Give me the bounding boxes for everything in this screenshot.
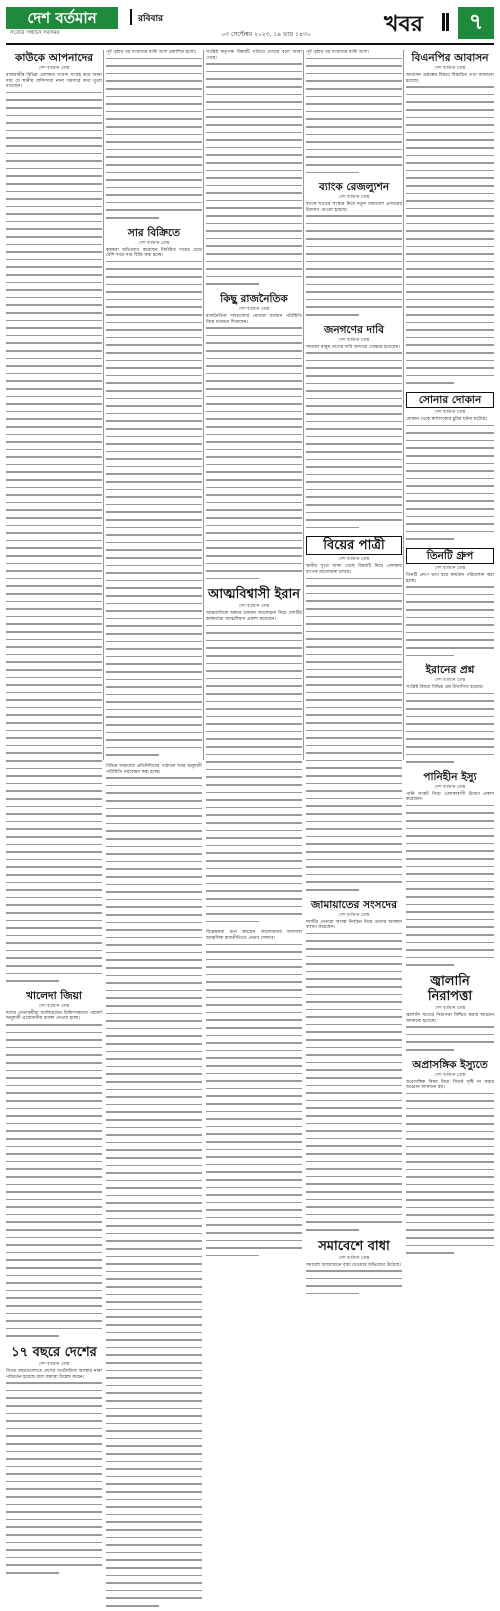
newspaper-logo[interactable]: দেশ বর্তমান [6,7,118,29]
article-byline: দেশ বর্তমান ডেস্ক [338,912,370,918]
article-headline[interactable]: খালেদা জিয়া [26,989,82,1002]
article-body-lines [306,352,402,532]
article-body: রাজনৈতিক দলগুলোর নেতারা বর্তমান পরিস্থিতি নিয়ে মতামত দিয়েছেন। [206,314,302,325]
article-body-lines [6,1382,102,1577]
article-byline: দেশ বর্তমান ডেস্ক [434,409,466,415]
article-headline[interactable]: পানিহীন ইস্যু [423,770,477,783]
column-4 [306,50,402,1268]
article-body: স্থানীয় সূত্রে জানা গেছে বিষয়টি নিয়ে এলাকায় ব্যাপক আলোচনা চলছে। [306,564,402,576]
article-body: কৃষকরা অভিযোগ করেছেন নির্ধারিত দামের চেয়ে বেশি দামে সার বিক্রি করা হচ্ছে। [106,247,202,259]
article-byline: দেশ বর্তমান ডেস্ক [238,307,270,312]
article-headline[interactable]: তিনটি গ্রুপ [406,548,494,564]
article-byline: দেশ বর্তমান ডেস্ক [38,1361,70,1367]
article-body-lines [306,1270,402,1298]
article-body: দলের নেতাকর্মীরা জানিয়েছেন চিকিৎসকদের পরামর্শ অনুযায়ী প্রয়োজনীয় ব্যবস্থা নেওয়া হচ্ছে। [6,1010,102,1022]
article-headline[interactable]: কিছু রাজনৈতিক [220,293,288,305]
article-headline[interactable]: সমাবেশে বাধা [318,1238,390,1254]
article-headline[interactable]: ব্যাংক রেজল্যুশন [318,181,390,194]
article[interactable] [206,293,302,583]
article[interactable] [306,50,402,177]
article[interactable] [306,536,402,894]
article[interactable] [106,50,202,223]
article-byline: দেশ বর্তমান ডেস্ক [338,1255,370,1261]
article[interactable] [406,1059,494,1258]
article-headline[interactable]: কাউকে আপনাদের [15,52,93,64]
article-body-lines [6,1024,102,1341]
article-byline: দেশ বর্তমান ডেস্ক [338,195,370,201]
article-body: দোকান থেকে স্বর্ণালংকার চুরির ঘটনা ঘটেছে। [406,416,488,422]
article-body: পূর্ব পৃষ্ঠার পর সংবাদের বাকি অংশ প্রকাশিত হলো। [106,50,197,55]
article-headline[interactable]: জনগণের দাবি [324,323,384,336]
article[interactable] [306,1239,402,1299]
article[interactable] [106,764,202,1611]
masthead-divider [130,9,132,25]
article-byline: দেশ বর্তমান ডেস্ক [434,566,466,572]
article-body: রাজধানীর বিভিন্ন এলাকায় সংবাদ সংগ্রহ করে জানা যায় যে স্থানীয় বাসিন্দারা নানা সমস্যার কথা তুলে ধরেছেন। [6,73,102,90]
article-body-lines [306,578,402,895]
article-body-lines [406,1093,494,1258]
article[interactable] [406,974,494,1055]
column-1 [6,50,102,1380]
article-headline[interactable]: আত্মবিশ্বাসী ইরান [207,587,301,603]
article[interactable] [206,50,302,289]
article-body: সংশ্লিষ্ট বিষয়ে বিভিন্ন প্রশ্ন উত্থাপিত হয়েছে। [406,685,484,691]
article-body: সাধারণ মানুষ তাদের দাবি আদায়ে সোচ্চার হয়েছেন। [306,344,401,350]
article-byline: দেশ বর্তমান ডেস্ক [434,1005,466,1011]
column-rule [103,50,104,760]
section-bars-icon [442,13,452,31]
article-body-lines [406,693,494,767]
article[interactable] [406,548,494,660]
article-byline: দেশ বর্তমান ডেস্ক [434,784,466,790]
article[interactable] [306,181,402,320]
article-body-lines [6,92,102,986]
article[interactable] [406,664,494,767]
article-body-lines [206,625,302,927]
tagline: সত্যের সন্ধানে সবসময় [10,30,60,36]
article[interactable] [406,52,494,388]
column-5 [406,50,494,1091]
article[interactable] [206,587,302,926]
article-headline[interactable]: ১৭ বছরে দেশের [11,1344,97,1360]
article-body: দলটির নেতারা আসন্ন নির্বাচন নিয়ে তাদের অবস্থান ব্যাখ্যা করেছেন। [306,919,402,931]
article[interactable] [106,227,202,760]
article-body: ব্যাংক খাতের সংস্কার নিয়ে নতুন অধ্যাদেশ প্রণয়নের উদ্যোগ নেওয়া হয়েছে। [306,202,402,213]
article-headline[interactable]: ইরানের প্রশ্ন [425,664,475,677]
article-byline: দেশ বর্তমান ডেস্ক [434,66,466,71]
column-3 [206,50,302,941]
article-body: পানি সংকট নিয়ে এলাকাবাসী উদ্বেগ প্রকাশ করেছেন। [406,791,494,803]
article-byline: দেশ বর্তমান ডেস্ক [338,337,370,343]
article-headline[interactable]: সার বিক্রিতে [127,226,181,239]
article-headline[interactable]: বিয়ের পাত্রী [306,536,402,555]
article-headline[interactable]: বিএনপির আবাসন [411,52,489,64]
article-body: সংশ্লিষ্ট কর্তৃপক্ষ বিষয়টি খতিয়ে দেখছে বলে জানা গেছে। [206,50,302,61]
article-body-lines [306,58,402,178]
article-body-lines [406,586,494,660]
article-body: বিশ্লেষকরা মনে করছেন আলোচনার ফলাফল আঞ্চলিক রাজনীতিতে প্রভাব ফেলবে। [206,930,302,941]
column-rule [303,50,304,760]
article-body: বিগত বছরগুলোতে দেশের অর্থনৈতিক অবস্থার নানা পরিবর্তন হয়েছে বলে বক্তারা উল্লেখ করেন। [6,1368,102,1380]
article-headline[interactable]: অপ্রাসঙ্গিক ইস্যুতে [412,1058,488,1071]
article-byline: দেশ বর্তমান ডেস্ক [434,678,466,684]
article-body-lines [406,86,494,388]
article[interactable] [6,1345,102,1578]
article-byline: দেশ বর্তমান ডেস্ক [238,604,270,610]
article[interactable] [6,52,102,986]
article-body: জ্বালানি খাতের নিরাপত্তা নিশ্চিত করার আহ্বান জানানো হয়েছে। [406,1012,494,1024]
article-body: আবাসন প্রকল্পের বিষয়ে বিস্তারিত তথ্য জানানো হয়েছে। [406,73,494,84]
article-body-lines [206,944,302,1261]
page-number: ৭ [458,7,494,39]
article-body: তিনটি গ্রুপে ভাগ হয়ে কার্যক্রম পরিচালনা করা হচ্ছে। [406,573,494,584]
column-rule [403,50,404,760]
article-headline[interactable]: জামায়াতের সংসদের [311,898,397,911]
article-body-lines [106,58,202,223]
article-byline: দেশ বর্তমান ডেস্ক [338,557,370,563]
article-body-lines [406,805,494,970]
issue-date: ০৩ সেপ্টেম্বর ২০২৩, ১৯ ভাদ্র ১৪৩০ [221,31,311,38]
article-headline[interactable]: জ্বালানি নিরাপত্তা [427,973,473,1004]
masthead [6,3,494,45]
article[interactable] [6,990,102,1341]
column-rule [203,50,204,760]
article-byline: দেশ বর্তমান ডেস্ক [38,1003,70,1009]
article[interactable] [406,392,494,544]
article-body: বিভিন্ন অঞ্চলের প্রতিনিধিদের পাঠানো খবর অনুযায়ী পরিস্থিতি পর্যবেক্ষণ করা হচ্ছে। [106,764,202,775]
article-body-lines [406,425,494,545]
article-body: আন্তর্জাতিক অঙ্গনে চলমান আলোচনা নিয়ে দেশটির কর্মকর্তারা আত্মবিশ্বাস প্রকাশ করেছেন। [206,611,302,622]
article[interactable] [406,771,494,970]
article-byline: দেশ বর্তমান ডেস্ক [38,66,70,71]
issue-day: রবিবার [138,14,164,24]
article-byline: দেশ বর্তমান ডেস্ক [434,1072,466,1078]
article[interactable] [206,930,302,1260]
article-body: অপ্রাসঙ্গিক বিষয় নিয়ে বিতর্ক সৃষ্টি না করার আহ্বান জানানো হয়। [406,1079,494,1091]
column-2 [106,50,202,775]
article[interactable] [306,324,402,533]
article-body-lines [106,261,202,760]
article-body-lines [106,777,202,1610]
article[interactable] [306,899,402,1235]
article-body: পূর্ব পৃষ্ঠার পর সংবাদের বাকি অংশ। [306,50,370,55]
article-body: সমাবেশ আয়োজনে বাধা দেওয়ার অভিযোগ উঠেছে। [306,1262,401,1268]
article-body-lines [206,327,302,583]
article-headline[interactable]: সোনার দোকান [406,392,494,408]
article-body-lines [306,215,402,319]
article-body-lines [406,1026,494,1054]
article-body-lines [206,63,302,289]
article-body-lines [306,933,402,1235]
article-byline: দেশ বর্তমান ডেস্ক [138,240,170,246]
section-title: খবর [384,12,423,37]
